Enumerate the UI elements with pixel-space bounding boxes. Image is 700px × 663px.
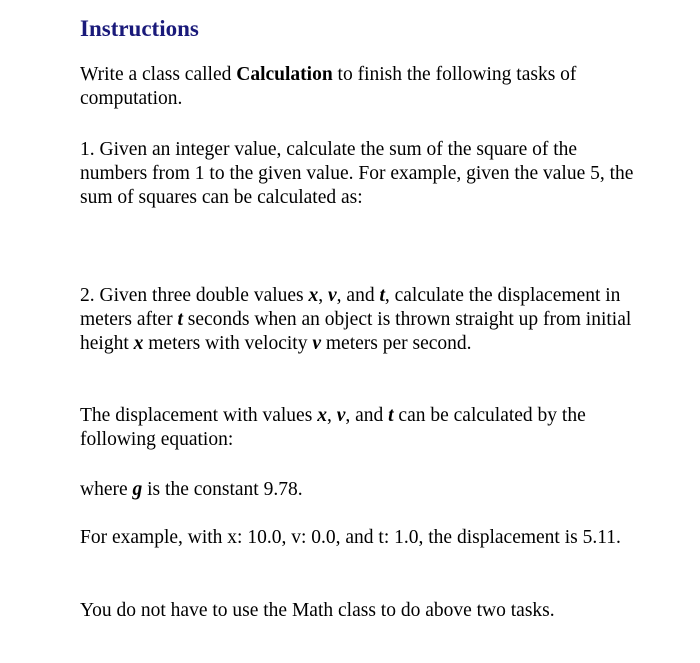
example-paragraph: For example, with x: 10.0, v: 0.0, and t: 1.0, the displacement is 5.11. xyxy=(80,527,621,548)
task2-paragraph: 2. Given three double values x, v, and t, calculate the displacement in meters after t seconds when an object is thrown straight up from initial height x meters with velocity v meters per second. xyxy=(80,285,632,354)
class-name: Calculation xyxy=(236,64,333,85)
constant-paragraph: where g is the constant 9.78. xyxy=(80,479,303,500)
page-title: Instructions xyxy=(80,16,199,41)
note-paragraph: You do not have to use the Math class to do above two tasks. xyxy=(80,600,555,621)
task1-paragraph: 1. Given an integer value, calculate the sum of the square of the numbers from 1 to the given value. For example, given the value 5, the sum of squares can be calculated as: xyxy=(80,139,634,208)
intro-paragraph: Write a class called Calculation to finish the following tasks of computation. xyxy=(80,64,577,109)
displacement-paragraph: The displacement with values x, v, and t can be calculated by the following equation: xyxy=(80,405,586,450)
